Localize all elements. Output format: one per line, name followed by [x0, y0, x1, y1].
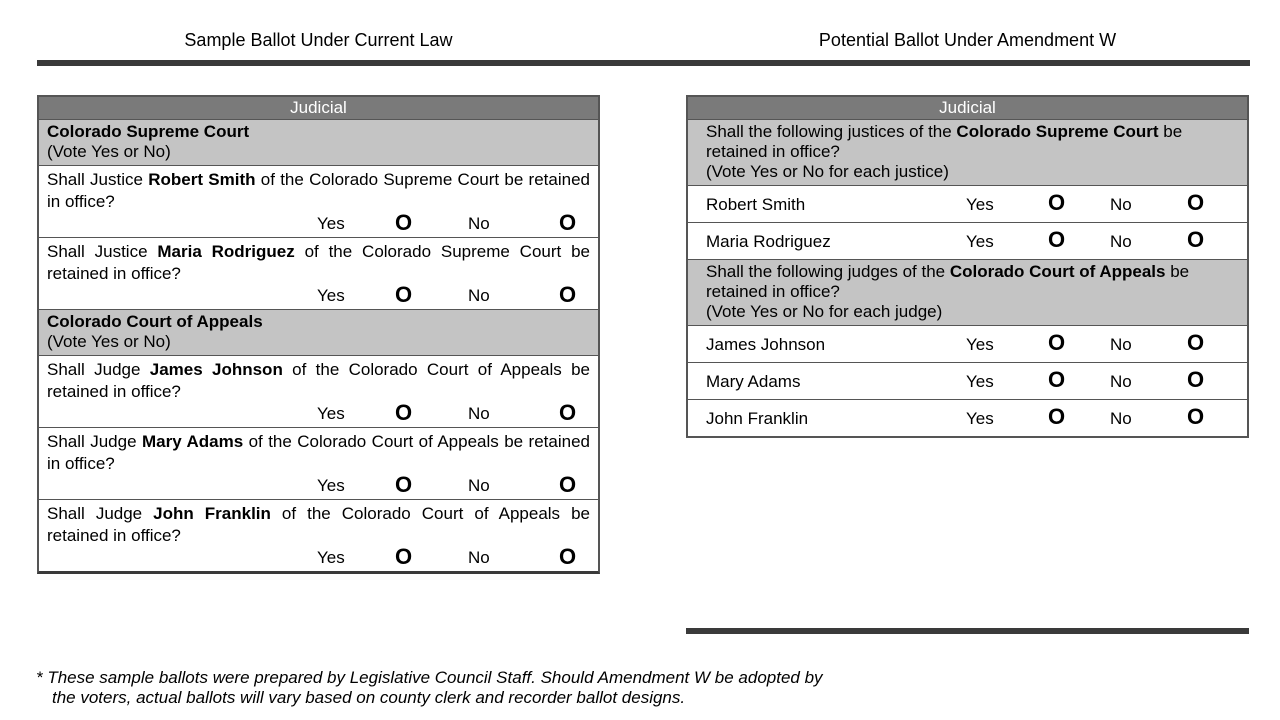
supreme-court-section: [39, 119, 598, 165]
answer-row: [47, 544, 590, 571]
no-oval[interactable]: O: [559, 400, 577, 425]
yes-label: Yes: [966, 335, 994, 354]
right-bottom-rule: [686, 628, 1249, 634]
no-oval[interactable]: O: [559, 210, 577, 235]
no-label: No: [468, 476, 490, 495]
section-title: Colorado Court of Appeals: [47, 312, 263, 331]
retention-question: [39, 427, 598, 499]
candidate-name: Robert Smith: [148, 170, 256, 189]
supreme-court-section: [688, 119, 1247, 185]
section-suffix: be retained in office?: [706, 122, 1183, 161]
no-label: No: [1110, 195, 1132, 214]
yes-oval[interactable]: O: [395, 400, 413, 425]
section-subtitle: (Vote Yes or No): [47, 332, 171, 351]
question-prefix: Shall Judge: [47, 432, 142, 451]
candidate-row: [688, 185, 1247, 222]
yes-label: Yes: [317, 548, 345, 567]
yes-label: Yes: [317, 404, 345, 423]
left-ballot-heading: Sample Ballot Under Current Law: [184, 30, 453, 50]
retention-question: [39, 237, 598, 309]
candidate-name: Robert Smith: [706, 195, 806, 214]
candidate-name: James Johnson: [706, 335, 826, 354]
right-ballot-heading: Potential Ballot Under Amendment W: [818, 30, 1117, 50]
question-suffix: of the Colorado Supreme Court be retained in office?: [47, 170, 590, 211]
question-prefix: Shall Justice: [47, 242, 158, 261]
yes-label: Yes: [966, 409, 994, 428]
no-oval[interactable]: O: [559, 472, 577, 497]
candidate-name: Mary Adams: [706, 372, 801, 391]
section-title: Colorado Supreme Court: [47, 122, 250, 141]
answer-row: [47, 472, 590, 499]
no-label: No: [1110, 335, 1132, 354]
no-label: No: [468, 548, 490, 567]
candidate-name: John Franklin: [706, 409, 809, 428]
footnote-line: * These sample ballots were prepared by Legislative Council Staff. Should Amendment W be adopted by: [36, 668, 823, 687]
yes-oval[interactable]: O: [395, 472, 413, 497]
answer-row: [47, 400, 590, 427]
answer-row: [47, 282, 590, 309]
current-law-ballot: [37, 95, 600, 574]
question-prefix: Shall Justice: [47, 170, 149, 189]
section-suffix: be retained in office?: [706, 262, 1190, 301]
question-suffix: of the Colorado Court of Appeals be retained in office?: [47, 432, 590, 473]
no-oval[interactable]: O: [1187, 190, 1205, 215]
yes-oval[interactable]: O: [1048, 367, 1066, 392]
candidate-name: Maria Rodriguez: [706, 232, 831, 251]
question-suffix: of the Colorado Court of Appeals be retained in office?: [47, 504, 590, 545]
judicial-band: Judicial: [688, 97, 1247, 119]
retention-question: [39, 165, 598, 237]
no-oval[interactable]: O: [1187, 330, 1205, 355]
yes-label: Yes: [317, 214, 345, 233]
court-of-appeals-section: [39, 309, 598, 355]
no-label: No: [1110, 372, 1132, 391]
candidate-row: [688, 325, 1247, 362]
section-subtitle: (Vote Yes or No): [47, 142, 171, 161]
yes-label: Yes: [966, 232, 994, 251]
section-prefix: Shall the following judges of the: [706, 262, 950, 281]
question-suffix: of the Colorado Court of Appeals be retained in office?: [47, 360, 590, 401]
candidate-row: [688, 399, 1247, 436]
section-note: (Vote Yes or No for each judge): [706, 302, 943, 321]
question-prefix: Shall Judge: [47, 504, 154, 523]
yes-oval[interactable]: O: [1048, 190, 1066, 215]
court-of-appeals-section: [688, 259, 1247, 325]
yes-oval[interactable]: O: [1048, 330, 1066, 355]
no-oval[interactable]: O: [1187, 227, 1205, 252]
amendment-w-ballot: [686, 95, 1249, 438]
yes-oval[interactable]: O: [395, 210, 413, 235]
yes-oval[interactable]: O: [395, 544, 413, 569]
no-oval[interactable]: O: [1187, 404, 1205, 429]
no-oval[interactable]: O: [559, 282, 577, 307]
section-prefix: Shall the following justices of the: [706, 122, 957, 141]
no-label: No: [468, 214, 490, 233]
no-oval[interactable]: O: [1187, 367, 1205, 392]
candidate-name: John Franklin: [153, 504, 271, 523]
question-prefix: Shall Judge: [47, 360, 150, 379]
no-label: No: [1110, 232, 1132, 251]
yes-label: Yes: [317, 286, 345, 305]
court-name: Colorado Supreme Court: [956, 122, 1159, 141]
no-label: No: [1110, 409, 1132, 428]
footnote: [36, 668, 1256, 708]
yes-label: Yes: [317, 476, 345, 495]
no-label: No: [468, 404, 490, 423]
candidate-name: Mary Adams: [141, 432, 244, 451]
header-rule: [37, 60, 1250, 66]
yes-oval[interactable]: O: [395, 282, 413, 307]
retention-question: [39, 499, 598, 571]
answer-row: [47, 210, 590, 237]
court-name: Colorado Court of Appeals: [949, 262, 1166, 281]
yes-oval[interactable]: O: [1048, 404, 1066, 429]
yes-oval[interactable]: O: [1048, 227, 1066, 252]
candidate-row: [688, 362, 1247, 399]
candidate-row: [688, 222, 1247, 259]
judicial-band: Judicial: [39, 97, 598, 119]
yes-label: Yes: [966, 372, 994, 391]
candidate-name: Maria Rodriguez: [157, 242, 295, 261]
section-note: (Vote Yes or No for each justice): [706, 162, 949, 181]
candidate-name: James Johnson: [149, 360, 283, 379]
no-oval[interactable]: O: [559, 544, 577, 569]
retention-question: [39, 355, 598, 427]
no-label: No: [468, 286, 490, 305]
question-suffix: of the Colorado Supreme Court be retained in office?: [47, 242, 590, 283]
footnote-line: the voters, actual ballots will vary based on county clerk and recorder ballot designs.: [52, 688, 686, 707]
yes-label: Yes: [966, 195, 994, 214]
